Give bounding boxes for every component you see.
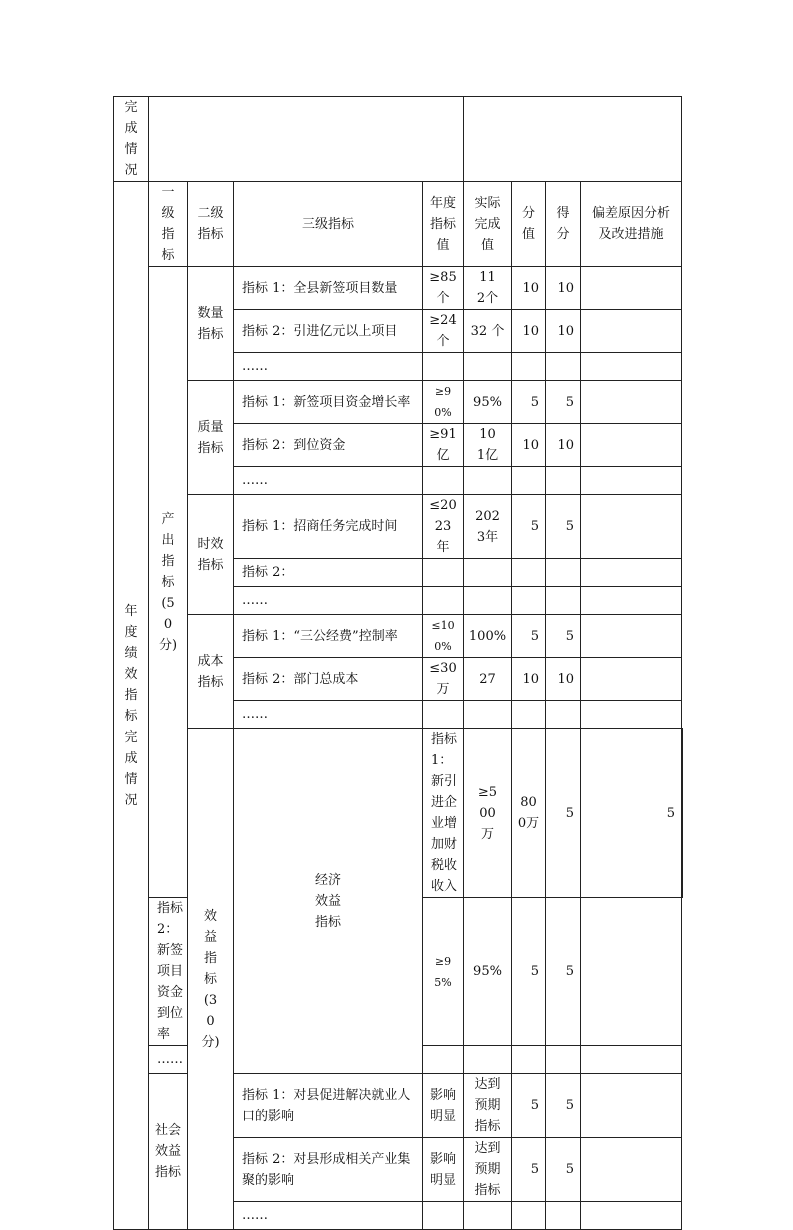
header-deviation: 偏差原因分析及改进措施: [581, 182, 682, 267]
indicator-name: 指标 1：对县促进解决就业人口的影响: [234, 1074, 423, 1138]
actual-value: 95%: [464, 381, 512, 424]
actual-value: 32 个: [464, 310, 512, 353]
score-value: 5: [546, 729, 581, 898]
target-value: [423, 467, 464, 495]
actual-value: [464, 1202, 512, 1230]
deviation-cell: [581, 615, 682, 658]
score-value: 5: [512, 495, 546, 559]
header-actual: 实际完成值: [464, 182, 512, 267]
target-value: 影响明显: [423, 1074, 464, 1138]
indicator-name: 指标 2：到位资金: [234, 424, 423, 467]
completion-content: [149, 97, 464, 182]
score-got: 10: [546, 658, 581, 701]
deviation-cell: [581, 267, 682, 310]
actual-value: [464, 587, 512, 615]
score-value: [512, 1046, 546, 1074]
actual-value: [464, 701, 512, 729]
score-value: [512, 353, 546, 381]
score-value: [512, 559, 546, 587]
header-row: [114, 182, 683, 267]
deviation-cell: [581, 381, 682, 424]
target-value: [423, 701, 464, 729]
annual-performance-label: 年度绩效指标完成情况: [114, 182, 149, 1230]
score-got: [546, 1202, 581, 1230]
actual-value: [464, 1046, 512, 1074]
indicator-name: 指标 1：招商任务完成时间: [234, 495, 423, 559]
indicator-name: 指标 1：全县新签项目数量: [234, 267, 423, 310]
header-score-got: 得分: [546, 182, 581, 267]
table-row: [114, 495, 683, 559]
level2-quantity: 数量指标: [188, 267, 234, 381]
actual-value: 101亿: [464, 424, 512, 467]
indicator-name: 指标 1：新引进企业增加财税收收入: [423, 729, 464, 898]
score-got: 10: [546, 267, 581, 310]
target-value: ≥85个: [423, 267, 464, 310]
target-value: 影响明显: [423, 1138, 464, 1202]
indicator-name: ……: [234, 701, 423, 729]
header-target: 年度指标值: [423, 182, 464, 267]
deviation-cell: [581, 559, 682, 587]
deviation-cell: [581, 898, 682, 1046]
indicator-name: 指标 2：新签项目资金到位率: [149, 898, 188, 1046]
deviation-cell: [581, 1202, 682, 1230]
actual-value: 100%: [464, 615, 512, 658]
actual-value: [464, 559, 512, 587]
indicator-name: ……: [149, 1046, 188, 1074]
performance-table-sheet: [113, 96, 683, 1230]
deviation-cell: [581, 1046, 682, 1074]
completion-remark: [464, 97, 682, 182]
target-value: ≥24个: [423, 310, 464, 353]
score-value: 5: [512, 381, 546, 424]
actual-value: [464, 467, 512, 495]
level2-cost: 成本指标: [188, 615, 234, 729]
score-value: 5: [512, 1074, 546, 1138]
target-value: ≥91亿: [423, 424, 464, 467]
score-got: [546, 587, 581, 615]
target-value: [423, 559, 464, 587]
score-got: [546, 701, 581, 729]
actual-value: 112个: [464, 267, 512, 310]
indicator-name: 指标 2：部门总成本: [234, 658, 423, 701]
actual-value: 27: [464, 658, 512, 701]
deviation-cell: [581, 1138, 682, 1202]
table-row: [114, 729, 683, 898]
target-value: ≥500万: [464, 729, 512, 898]
score-got: [546, 353, 581, 381]
indicator-name: ……: [234, 353, 423, 381]
score-value: 10: [512, 658, 546, 701]
indicator-name: 指标 1：“三公经费”控制率: [234, 615, 423, 658]
score-got: 5: [581, 729, 682, 898]
completion-row: [114, 97, 683, 182]
score-value: [512, 587, 546, 615]
indicator-name: 指标 2：对县形成相关产业集聚的影响: [234, 1138, 423, 1202]
deviation-cell: [581, 701, 682, 729]
actual-value: 800万: [512, 729, 546, 898]
indicator-name: 指标 2：引进亿元以上项目: [234, 310, 423, 353]
score-value: [512, 701, 546, 729]
score-got: 5: [546, 898, 581, 1046]
target-value: ≤30万: [423, 658, 464, 701]
score-value: 5: [512, 898, 546, 1046]
deviation-cell: [581, 587, 682, 615]
indicator-name: 指标 1：新签项目资金增长率: [234, 381, 423, 424]
target-value: ≥90%: [423, 381, 464, 424]
actual-value: 达到预期指标: [464, 1074, 512, 1138]
target-value: [423, 1046, 464, 1074]
level2-timeliness: 时效指标: [188, 495, 234, 615]
header-level3: 三级指标: [234, 182, 423, 267]
header-score-value: 分值: [512, 182, 546, 267]
target-value: [423, 353, 464, 381]
table-row: [114, 615, 683, 658]
actual-value: 2023年: [464, 495, 512, 559]
deviation-cell: [581, 1074, 682, 1138]
deviation-cell: [581, 424, 682, 467]
level1-benefit: 效益指标(30分): [188, 729, 234, 1230]
deviation-cell: [581, 495, 682, 559]
deviation-cell: [581, 310, 682, 353]
score-value: 10: [512, 310, 546, 353]
level1-output: 产出指标(50分): [149, 267, 188, 898]
score-got: 5: [546, 1074, 581, 1138]
level2-quality: 质量指标: [188, 381, 234, 495]
indicator-name: ……: [234, 1202, 423, 1230]
score-value: [512, 1202, 546, 1230]
indicator-name: ……: [234, 587, 423, 615]
score-value: [512, 467, 546, 495]
actual-value: [464, 353, 512, 381]
score-got: 10: [546, 310, 581, 353]
actual-value: 达到预期指标: [464, 1138, 512, 1202]
deviation-cell: [581, 658, 682, 701]
header-level2: 二级指标: [188, 182, 234, 267]
score-got: 10: [546, 424, 581, 467]
target-value: [423, 587, 464, 615]
deviation-cell: [682, 729, 683, 898]
deviation-cell: [581, 467, 682, 495]
performance-table: [113, 96, 683, 1230]
score-got: [546, 467, 581, 495]
target-value: [423, 1202, 464, 1230]
score-value: 5: [512, 615, 546, 658]
deviation-cell: [581, 353, 682, 381]
score-got: 5: [546, 615, 581, 658]
table-row: [114, 381, 683, 424]
score-value: 10: [512, 267, 546, 310]
score-got: 5: [546, 381, 581, 424]
target-value: ≥95%: [423, 898, 464, 1046]
completion-label: 完成情况: [114, 97, 149, 182]
table-row: [114, 267, 683, 310]
score-got: [546, 1046, 581, 1074]
score-value: 10: [512, 424, 546, 467]
header-level1: 一级指标: [149, 182, 188, 267]
target-value: ≤100%: [423, 615, 464, 658]
indicator-name: 指标 2：: [234, 559, 423, 587]
level2-social: 社会效益指标: [149, 1074, 188, 1230]
indicator-name: ……: [234, 467, 423, 495]
score-got: [546, 559, 581, 587]
score-got: 5: [546, 1138, 581, 1202]
score-got: 5: [546, 495, 581, 559]
level2-economic: 经济效益指标: [234, 729, 423, 1074]
target-value: ≤2023年: [423, 495, 464, 559]
actual-value: 95%: [464, 898, 512, 1046]
score-value: 5: [512, 1138, 546, 1202]
